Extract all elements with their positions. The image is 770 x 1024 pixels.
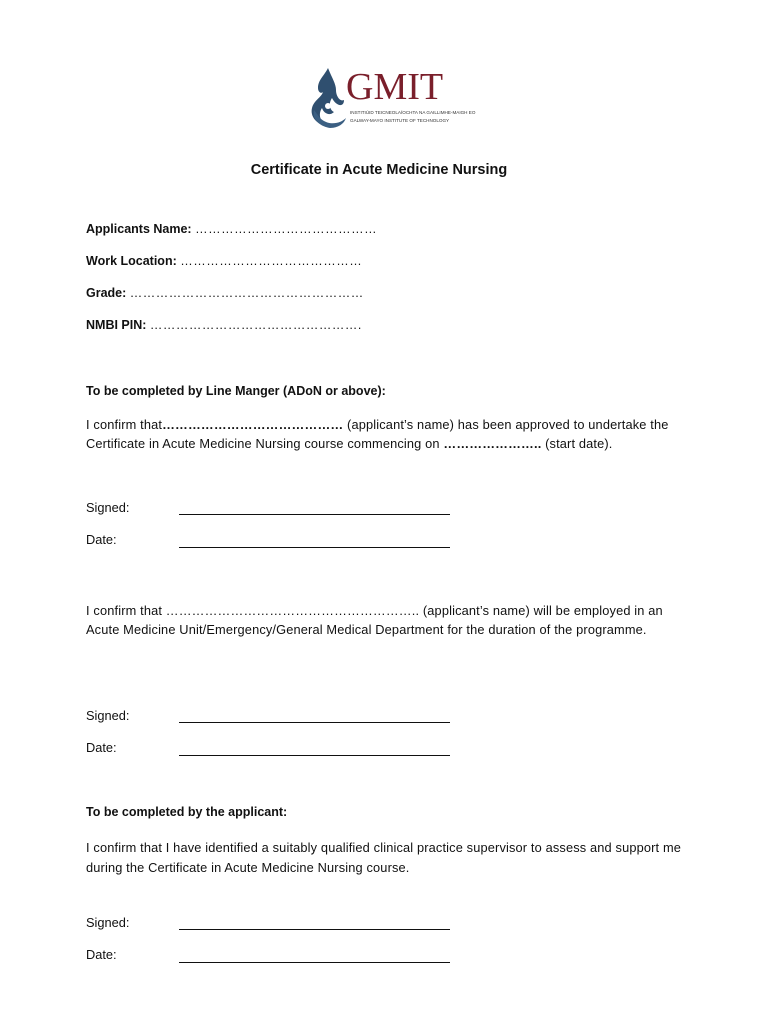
field-dots: ……………………………………………… — [129, 286, 364, 300]
field-dots: …………………………………… — [195, 222, 378, 236]
gmit-emblem-icon — [306, 66, 350, 132]
signed-line-3[interactable] — [179, 929, 450, 930]
date-label-1: Date: — [86, 532, 117, 547]
field-dots: …………………………………………. — [149, 318, 362, 332]
signed-label-3: Signed: — [86, 915, 130, 930]
confirm-suffix: (start date). — [541, 435, 613, 451]
field-label: NMBI PIN: — [86, 318, 147, 332]
date-label-3: Date: — [86, 947, 117, 962]
logo-wordmark: GMIT — [346, 66, 444, 108]
applicant-name-dots: …………………………………… — [162, 417, 344, 432]
field-label: Applicants Name: — [86, 222, 192, 236]
logo-subtitle-english: GALWAY-MAYO INSTITUTE OF TECHNOLOGY — [350, 118, 450, 123]
signed-label-2: Signed: — [86, 708, 130, 723]
start-date-dots: ………………….. — [443, 435, 542, 451]
field-label: Work Location: — [86, 254, 177, 268]
applicant-heading: To be completed by the applicant: — [86, 805, 288, 819]
page-title: Certificate in Acute Medicine Nursing — [250, 162, 508, 178]
gmit-logo — [306, 66, 476, 132]
field-work-location — [86, 254, 362, 268]
line-manager-heading: To be completed by Line Manger (ADoN or above): — [86, 384, 386, 398]
line-manager-confirmation-1 — [86, 416, 686, 453]
line-manager-confirmation-2: I confirm that ………………………………………………….. (applicant’s name) will be employed in an Acute Medicine Unit/Emergency/General Medical Department for the duration of the programme. — [86, 603, 663, 637]
date-line-2[interactable] — [179, 755, 450, 756]
confirm-prefix: I confirm that — [86, 417, 163, 432]
date-line-1[interactable] — [179, 547, 450, 548]
date-label-2: Date: — [86, 740, 117, 755]
signed-line-2[interactable] — [179, 722, 450, 723]
field-label: Grade: — [86, 286, 127, 300]
field-nmbi-pin — [86, 318, 362, 332]
date-line-3[interactable] — [179, 962, 450, 963]
signed-line-1[interactable] — [179, 514, 450, 515]
field-applicants-name — [86, 222, 377, 236]
applicant-confirmation: I confirm that I have identified a suitably qualified clinical practice supervisor to assess and support me during the Certificate in Acute Medicine Nursing course. — [86, 840, 682, 875]
logo-subtitle-irish: INSTITIÚID TEICNEOLAÍOCHTA NA GAILLIMHE-MAIGH EO — [350, 110, 476, 115]
field-dots: …………………………………… — [180, 254, 363, 268]
confirm-middle: (applicant’s name) has been approved to undertake the Certificate in Acute Medicine Nursing course commencing on — [86, 417, 669, 451]
field-grade — [86, 286, 364, 300]
signed-label-1: Signed: — [86, 500, 130, 515]
